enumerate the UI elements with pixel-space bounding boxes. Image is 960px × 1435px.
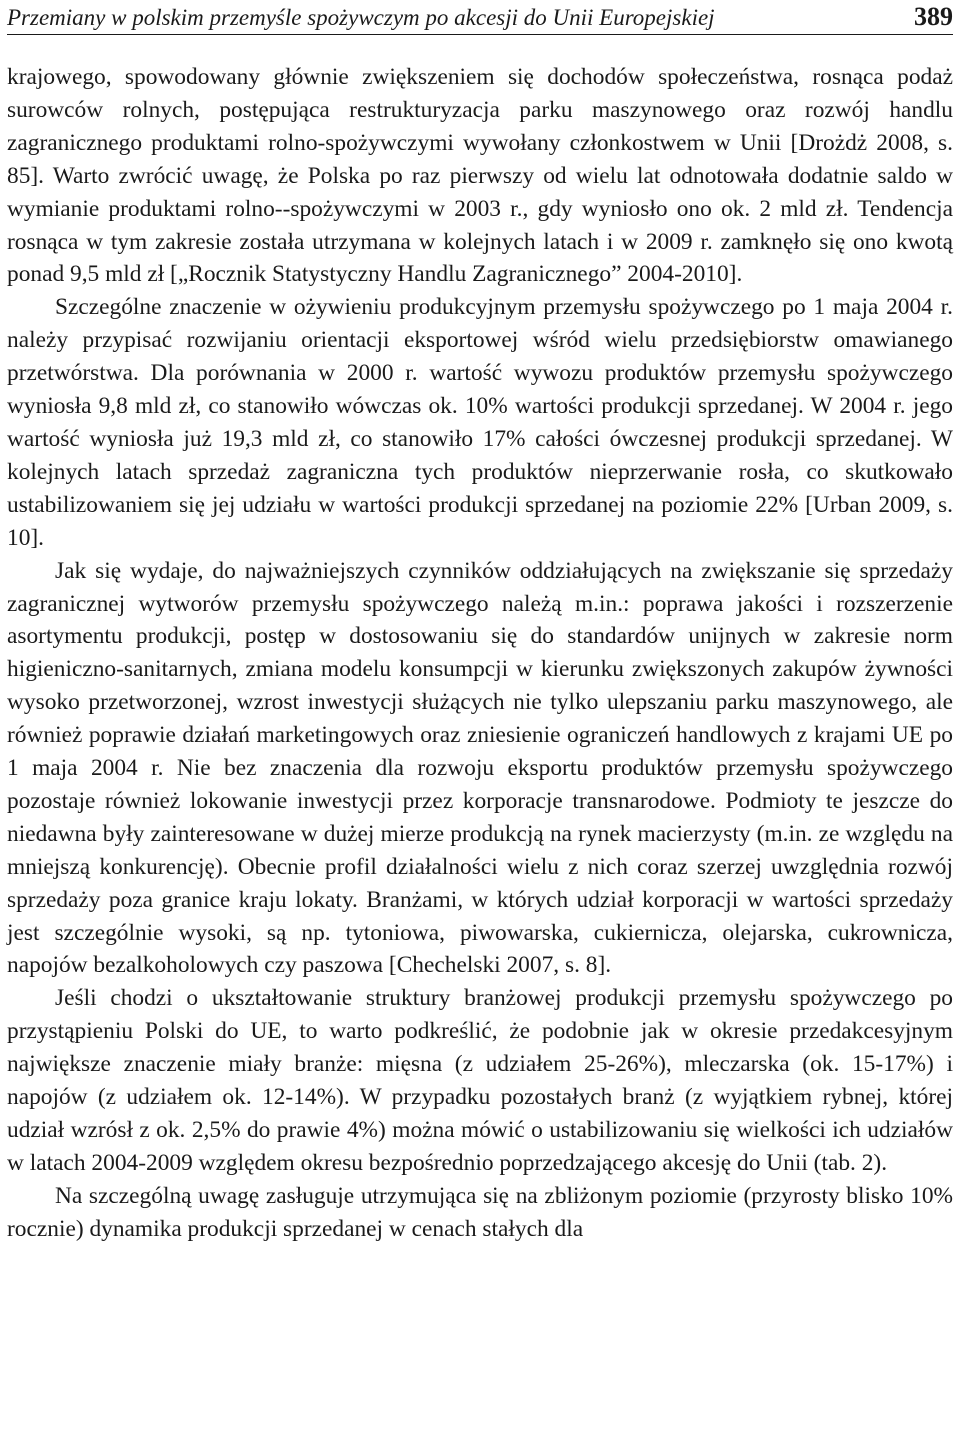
- paragraph: Na szczególną uwagę zasługuje utrzymująca się na zbliżonym poziomie (przyrosty blisko 10% rocznie) dynamika produkcji sprzedanej w cenach stałych dla: [7, 1182, 953, 1242]
- paragraph: krajowego, spowodowany głównie zwiększeniem się dochodów społeczeństwa, rosnąca podaż surowców rolnych, postępująca restrukturyzacja parku maszynowego oraz rozwój handlu zagranicznego produktami rolno-spożywczymi wywołany członkostwem w Unii [Drożdż 2008, s. 85]. Warto zwrócić uwagę, że Polska po raz pierwszy od wielu lat odnotowała dodatnie saldo w wymianie produktami rolno--spożywczymi w 2003 r., gdy wyniosło ono ok. 2 mld zł. Tendencja rosnąca w tym zakresie została utrzymana w kolejnych latach i w 2009 r. zamknęło się ono kwotą ponad 9,5 mld zł [„Rocznik Statystyczny Handlu Zagranicznego” 2004-2010].: [7, 64, 953, 288]
- paragraph: Jeśli chodzi o ukształtowanie struktury branżowej produkcji przemysłu spożywczego po przystąpieniu Polski do UE, to warto podkreślić, że podobnie jak w okresie przedakcesyjnym największe znaczenie miały branże: mięsna (z udziałem 25-26%), mleczarska (ok. 15-17%) i napojów (z udziałem ok. 12-14%). W przypadku pozostałych branż (z wyjątkiem rybnej, której udział wzrósł z ok. 2,5% do prawie 4%) można mówić o ustabilizowaniu się wielkości ich udziałów w latach 2004-2009 względem okresu bezpośrednio poprzedzającego akcesję do Unii (tab. 2).: [7, 985, 953, 1176]
- paragraph: Szczególne znaczenie w ożywieniu produkcyjnym przemysłu spożywczego po 1 maja 2004 r. należy przypisać rozwijaniu orientacji eksportowej wśród wielu przedsiębiorstw omawianego przetwórstwa. Dla porównania w 2000 r. wartość wywozu produktów przemysłu spożywczego wyniosła 9,8 mld zł, co stanowiło wówczas ok. 10% wartości produkcji sprzedanej. W 2004 r. jego wartość wyniosła już 19,3 mld zł, co stanowiło 17% całości ówczesnej produkcji sprzedanej. W kolejnych latach sprzedaż zagraniczna tych produktów nieprzerwanie rosła, co skutkowało ustabilizowaniem się jej udziału w wartości produkcji sprzedanej na poziomie 22% [Urban 2009, s. 10].: [7, 294, 953, 551]
- page-number: 389: [914, 2, 953, 31]
- running-header: [7, 0, 953, 35]
- body-text: [7, 61, 953, 1246]
- paragraph: Jak się wydaje, do najważniejszych czynników oddziałujących na zwiększanie się sprzedaży zagranicznej wytworów przemysłu spożywczego należą m.in.: poprawa jakości i rozszerzenie asortymentu produkcji, postęp w dostosowaniu się do standardów unijnych w zakresie norm higieniczno-sanitarnych, zmiana modelu konsumpcji w kierunku zwiększonych zakupów żywności wysoko przetworzonej, wzrost inwestycji służących nie tylko ulepszaniu parku maszynowego, ale również poprawie działań marketingowych oraz zniesienie ograniczeń handlowych z krajami UE po 1 maja 2004 r. Nie bez znaczenia dla rozwoju eksportu produktów przemysłu spożywczego pozostaje również lokowanie inwestycji przez korporacje transnarodowe. Podmioty te jeszcze do niedawna były zainteresowane w dużej mierze produkcją na rynek macierzysty (m.in. ze względu na mniejszą konkurencję). Obecnie profil działalności wielu z nich coraz szerzej uwzględnia rozwój sprzedaży poza granice kraju lokaty. Branżami, w których udział korporacji w wartości sprzedaży jest szczególnie wysoki, są np. tytoniowa, piwowarska, cukiernicza, olejarska, cukrownicza, napojów bezalkoholowych czy paszowa [Chechelski 2007, s. 8].: [7, 557, 953, 979]
- document-page: [7, 0, 953, 1246]
- journal-title: Przemiany w polskim przemyśle spożywczym po akcesji do Unii Europejskiej: [7, 5, 715, 30]
